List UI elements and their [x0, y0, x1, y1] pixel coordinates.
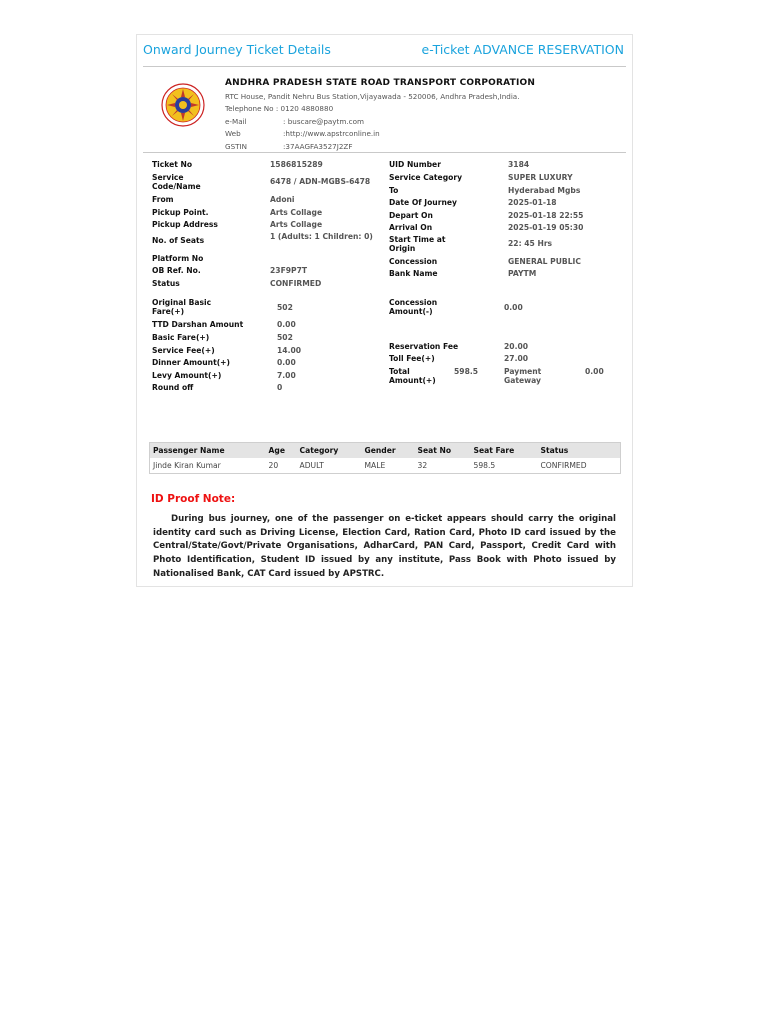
gstin-value: :37AAGFA3527J2ZF [283, 142, 353, 151]
uid-label: UID Number [389, 160, 441, 169]
doj-label: Date Of Journey [389, 198, 457, 207]
passenger-table-header [150, 443, 621, 459]
to-label: To [389, 186, 399, 195]
web-label: Web [225, 129, 241, 138]
details-divider [143, 152, 626, 153]
age-cell: 20 [268, 461, 279, 470]
org-web [225, 129, 425, 139]
service-code-value: 6478 / ADN-MGBS-6478 [270, 177, 371, 186]
arrival-value: 2025-01-19 05:30 [508, 223, 584, 232]
levy-amount-value: 7.00 [277, 371, 296, 380]
status-cell: CONFIRMED [540, 461, 587, 470]
original-basic-fare-label: Original Basic Fare(+) [152, 298, 212, 316]
round-off-value: 0 [277, 383, 283, 392]
ticket-type-title: e-Ticket ADVANCE RESERVATION [421, 42, 624, 57]
service-category-label: Service Category [389, 173, 463, 182]
gstin-label: GSTIN [225, 142, 248, 151]
toll-fee-value: 27.00 [504, 354, 529, 363]
bank-label: Bank Name [389, 269, 438, 278]
ob-ref-label: OB Ref. No. [152, 266, 201, 275]
header-divider [143, 66, 626, 67]
journey-title: Onward Journey Ticket Details [143, 42, 331, 57]
concession-label: Concession [389, 257, 438, 266]
ttd-darshan-label: TTD Darshan Amount [152, 320, 244, 329]
total-amount-label: Total Amount(+) [389, 367, 436, 385]
bank-value: PAYTM [508, 269, 537, 278]
concession-amount-value: 0.00 [504, 303, 523, 312]
org-name: ANDHRA PRADESH STATE ROAD TRANSPORT CORPORATION [225, 78, 536, 88]
total-amount-value: 598.5 [454, 367, 479, 376]
ticket-sheet [136, 34, 633, 587]
reservation-fee-value: 20.00 [504, 342, 529, 351]
id-proof-text: During bus journey, one of the passenger on e-ticket appears should carry the original identity card such as Driving License, Election Card, Ration Card, Photo ID card issued by the Central/State/Govt/Private Organisations, AdharCard, PAN Card, Passport, Credit Card with Photo Identification, Student ID issued by any institute, Pass Book with Photo issued by Nationalised Bank, CAT Card issued by APSTRC. [153, 514, 616, 579]
id-proof-title: ID Proof Note: [151, 493, 236, 505]
service-category-value: SUPER LUXURY [508, 173, 573, 182]
status-value: CONFIRMED [270, 279, 322, 288]
seats-value: 1 (Adults: 1 Children: 0) [270, 232, 373, 241]
col-age: Age [266, 443, 297, 459]
concession-amount-label: Concession Amount(-) [389, 298, 438, 316]
passenger-table [149, 442, 621, 474]
doj-value: 2025-01-18 [508, 198, 557, 207]
to-value: Hyderabad Mgbs [508, 186, 581, 195]
ttd-darshan-value: 0.00 [277, 320, 296, 329]
depart-label: Depart On [389, 211, 433, 220]
from-label: From [152, 195, 174, 204]
levy-amount-label: Levy Amount(+) [152, 371, 222, 380]
pickup-address-label: Pickup Address [152, 220, 218, 229]
seat-no-cell: 32 [417, 461, 428, 470]
org-email [225, 117, 425, 127]
ticket-no-value: 1586815289 [270, 160, 323, 169]
concession-value: GENERAL PUBLIC [508, 257, 581, 266]
uid-value: 3184 [508, 160, 530, 169]
depart-value: 2025-01-18 22:55 [508, 211, 584, 220]
payment-gateway-value: 0.00 [585, 367, 604, 376]
gender-cell: MALE [364, 461, 386, 470]
table-row [150, 458, 621, 474]
service-fee-value: 14.00 [277, 346, 302, 355]
org-gstin [225, 142, 425, 152]
arrival-label: Arrival On [389, 223, 433, 232]
pickup-address-value: Arts Collage [270, 220, 323, 229]
passenger-name-cell: Jinde Kiran Kumar [153, 461, 221, 470]
category-cell: ADULT [299, 461, 324, 470]
from-value: Adoni [270, 195, 295, 204]
original-basic-fare-value: 502 [277, 303, 293, 312]
reservation-fee-label: Reservation Fee [389, 342, 459, 351]
start-time-value: 22: 45 Hrs [508, 239, 553, 248]
col-seat-fare: Seat Fare [471, 443, 538, 459]
col-category: Category [297, 443, 362, 459]
col-gender: Gender [362, 443, 415, 459]
seat-fare-cell: 598.5 [473, 461, 496, 470]
round-off-label: Round off [152, 383, 194, 392]
org-address: RTC House, Pandit Nehru Bus Station,Vijayawada - 520006, Andhra Pradesh,India. [225, 92, 520, 101]
basic-fare-label: Basic Fare(+) [152, 333, 210, 342]
web-value: :http://www.apstrconline.in [283, 129, 380, 138]
email-value: : buscare@paytm.com [283, 117, 365, 126]
dinner-amount-label: Dinner Amount(+) [152, 358, 231, 367]
col-passenger-name: Passenger Name [150, 443, 266, 459]
service-code-label: Service Code/Name [152, 173, 201, 191]
ticket-no-label: Ticket No [152, 160, 193, 169]
payment-gateway-label: Payment Gateway [504, 367, 542, 385]
apsrtc-logo-icon [161, 83, 205, 127]
seats-label: No. of Seats [152, 236, 205, 245]
start-time-label: Start Time at Origin [389, 235, 446, 253]
col-seat-no: Seat No [415, 443, 471, 459]
status-label: Status [152, 279, 180, 288]
toll-fee-label: Toll Fee(+) [389, 354, 435, 363]
pickup-point-value: Arts Collage [270, 208, 323, 217]
org-telephone: Telephone No : 0120 4880880 [225, 104, 334, 113]
col-status: Status [538, 443, 621, 459]
ob-ref-value: 23F9P7T [270, 266, 308, 275]
platform-label: Platform No [152, 254, 204, 263]
service-fee-label: Service Fee(+) [152, 346, 215, 355]
dinner-amount-value: 0.00 [277, 358, 296, 367]
email-label: e-Mail [225, 117, 247, 126]
basic-fare-value: 502 [277, 333, 293, 342]
pickup-point-label: Pickup Point. [152, 208, 209, 217]
